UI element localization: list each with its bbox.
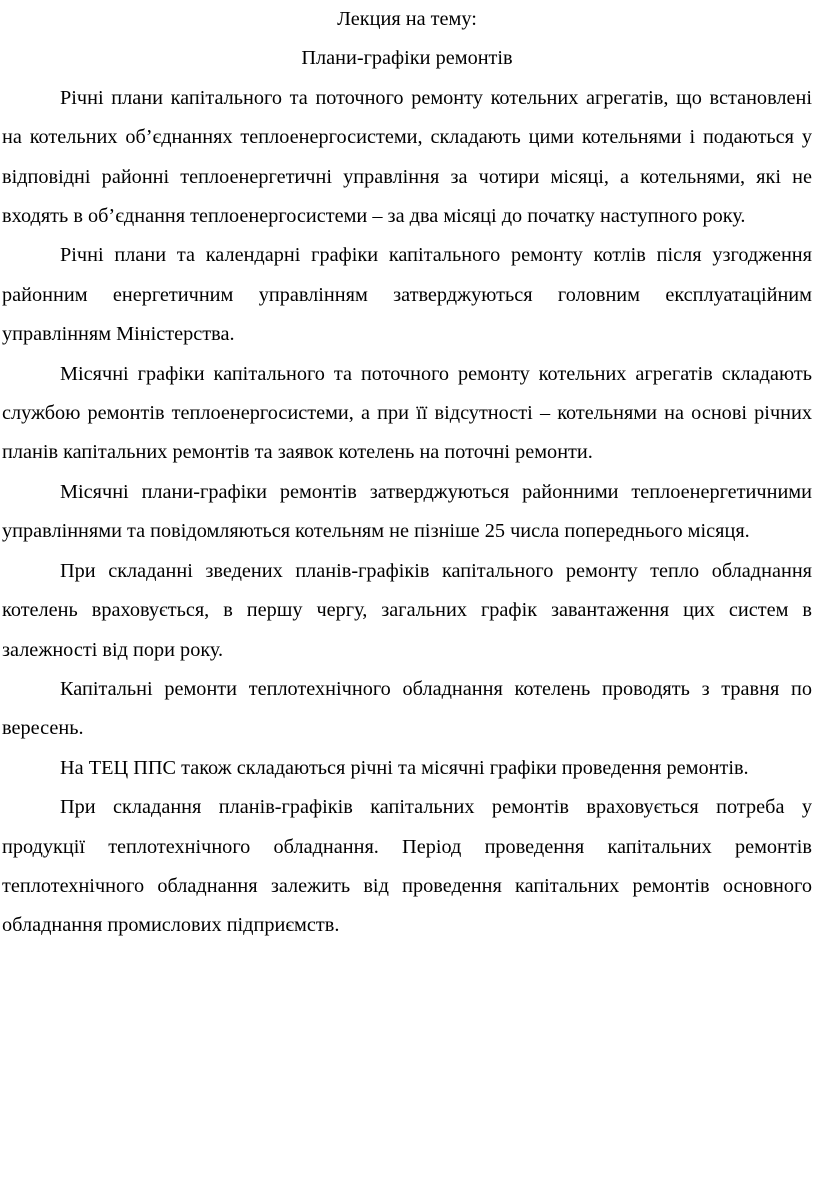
lecture-title: Плани-графіки ремонтів bbox=[301, 47, 513, 70]
lecture-heading: Лекция на тему: bbox=[337, 8, 477, 30]
paragraph-3: Місячні графіки капітального та поточного ремонту котельних агрегатів складають службою ремонтів теплоенергосистеми, а при її відсутності – котельнями на основі річних планів капітальних ремонтів та заявок котелень на поточні ремонти. bbox=[2, 362, 812, 464]
paragraph-2: Річні плани та календарні графіки капітального ремонту котлів після узгодження районним енергетичним управлінням затверджуються головним експлуатаційним управлінням Міністерства. bbox=[2, 244, 812, 346]
paragraph-8: При складання планів-графіків капітальних ремонтів враховується потреба у продукції теплотехнічного обладнання. Період проведення капітальних ремонтів теплотехнічного обладнання залежить від проведення капітальних ремонтів основного обладнання промислових підприємств. bbox=[2, 796, 812, 937]
paragraph-7: На ТЕЦ ППС також складаються річні та місячні графіки проведення ремонтів. bbox=[60, 756, 749, 779]
paragraph-1: Річні плани капітального та поточного ремонту котельних агрегатів, що встановлені на котельних об’єднаннях теплоенергосистеми, складають цими котельнями і подаються у відповідні районні теплоенергетичні управління за чотири місяці, а котельнями, які не входять в об’єднання теплоенергосистеми – за два місяці до початку наступного року. bbox=[2, 86, 812, 228]
paragraph-6: Капітальні ремонти теплотехнічного обладнання котелень проводять з травня по вересень. bbox=[2, 677, 812, 740]
paragraph-5: При складанні зведених планів-графіків капітального ремонту тепло обладнання котелень враховується, в першу чергу, загальних графік завантаження цих систем в залежності від пори року. bbox=[2, 559, 812, 661]
paragraph-4: Місячні плани-графіки ремонтів затверджуються районними теплоенергетичними управліннями та повідомляються котельням не пізніше 25 числа попереднього місяця. bbox=[2, 480, 812, 543]
